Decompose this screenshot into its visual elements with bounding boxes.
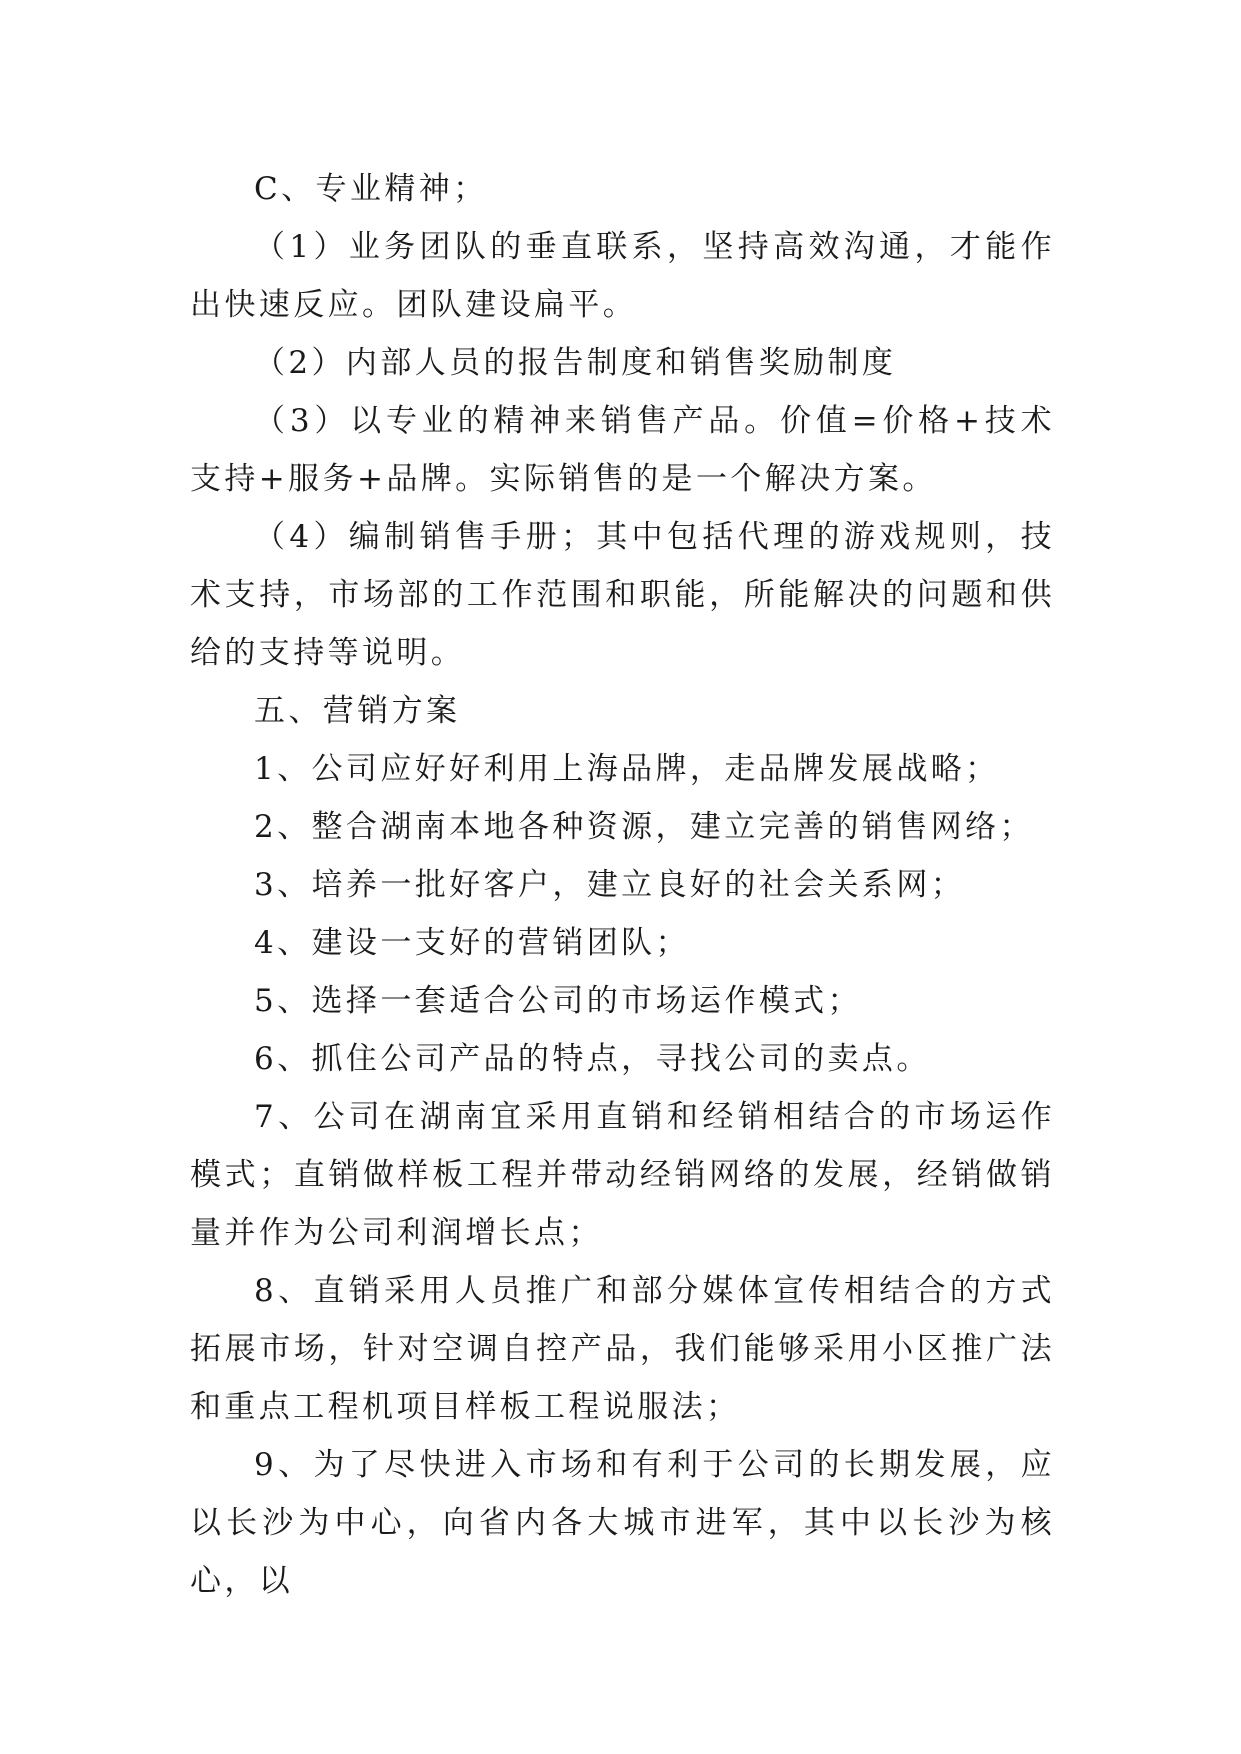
list-item-6: 6、抓住公司产品的特点，寻找公司的卖点。: [254, 1041, 931, 1077]
list-item-8: 8、直销采用人员推广和部分媒体宣传相结合的方式拓展市场，针对空调自控产品，我们能够采用小区推广法和重点工程机项目样板工程说服法；: [190, 1273, 1055, 1425]
list-item-4: 4、建设一支好的营销团队；: [254, 925, 690, 961]
list-item-3: 3、培养一批好客户，建立良好的社会关系网；: [254, 867, 966, 903]
paragraph-item-1: （1）业务团队的垂直联系，坚持高效沟通，才能作出快速反应。团队建设扁平。: [190, 229, 1055, 323]
list-item-9: 9、为了尽快进入市场和有利于公司的长期发展，应以长沙为中心，向省内各大城市进军，其中以长沙为核心，以: [190, 1447, 1055, 1599]
paragraph-professional-spirit-heading: C、专业精神；: [254, 171, 488, 207]
section-heading-marketing-plan: 五、营销方案: [254, 693, 461, 729]
paragraph-item-2: （2）内部人员的报告制度和销售奖励制度: [254, 345, 897, 381]
list-item-7: 7、公司在湖南宜采用直销和经销相结合的市场运作模式；直销做样板工程并带动经销网络的发展，经销做销量并作为公司利润增长点；: [190, 1099, 1055, 1251]
paragraph-item-4: （4）编制销售手册；其中包括代理的游戏规则，技术支持，市场部的工作范围和职能，所能解决的问题和供给的支持等说明。: [190, 519, 1055, 671]
list-item-1: 1、公司应好好利用上海品牌，走品牌发展战略；: [254, 751, 1000, 787]
list-item-2: 2、整合湖南本地各种资源，建立完善的销售网络；: [254, 809, 1034, 845]
list-item-5: 5、选择一套适合公司的市场运作模式；: [254, 983, 862, 1019]
document-body: [190, 160, 1055, 1610]
paragraph-item-3: （3）以专业的精神来销售产品。价值=价格+技术支持+服务+品牌。实际销售的是一个解决方案。: [190, 403, 1055, 497]
